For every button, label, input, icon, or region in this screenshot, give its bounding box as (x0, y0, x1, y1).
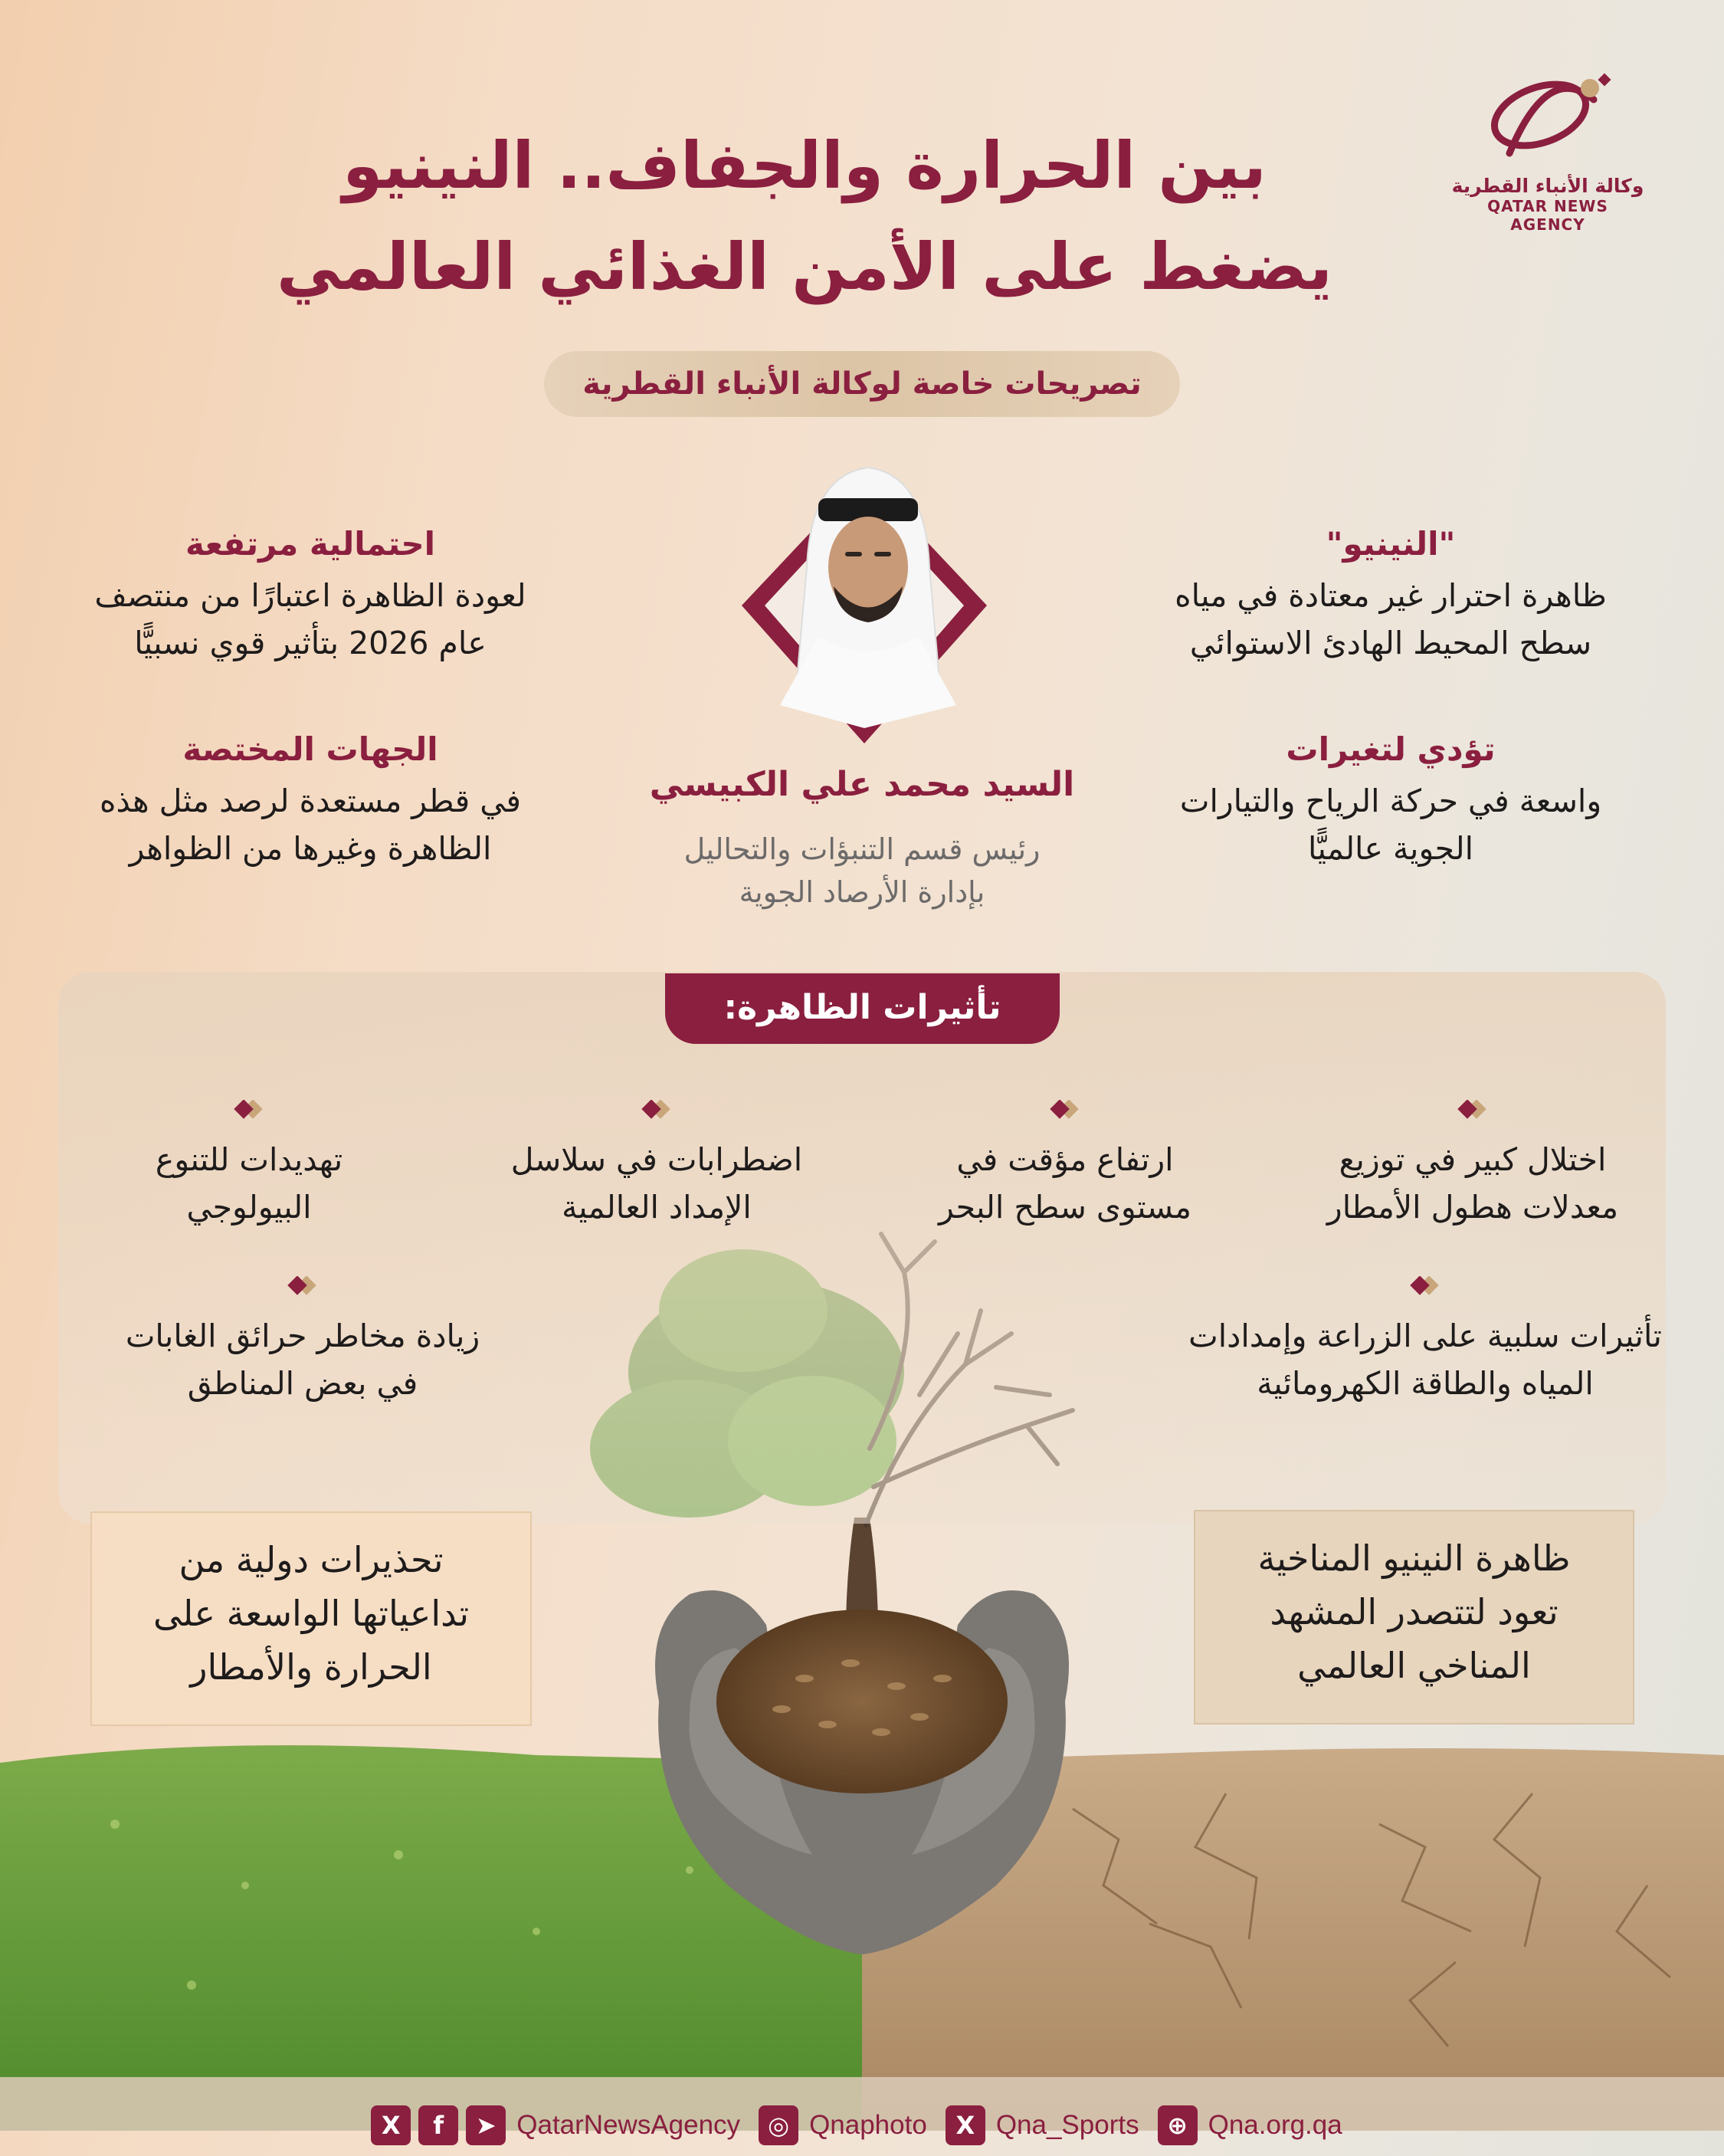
note-line: تعود لتتصدر المشهد (1270, 1591, 1558, 1633)
diamond-bullet-icon (281, 1276, 324, 1299)
effect-line: مستوى سطح البحر (938, 1189, 1192, 1226)
instagram-icon[interactable]: ◎ (759, 2105, 798, 2145)
info-heading: الجهات المختصة (182, 730, 438, 768)
note-line: تحذيرات دولية من (179, 1539, 444, 1580)
info-text (42, 777, 578, 872)
dribbble-icon[interactable]: ⊕ (1158, 2105, 1198, 2145)
info-line: الظاهرة وغيرها من الظواهر (129, 830, 492, 867)
title-line-2: يضغط على الأمن الغذائي العالمي (277, 229, 1332, 304)
qna-logo-icon (1479, 69, 1617, 169)
info-text (1123, 777, 1659, 872)
info-line: ظاهرة احترار غير معتادة في مياه (1175, 577, 1607, 614)
social-footer (0, 2100, 1724, 2151)
note-box-right (1194, 1510, 1634, 1724)
speaker-role-line: بإدارة الأرصاد الجوية (739, 875, 985, 909)
effect-line: معدلات هطول الأمطار (1326, 1189, 1619, 1226)
facebook-icon[interactable]: f (418, 2105, 458, 2145)
diamond-bullet-icon (228, 1100, 270, 1123)
diamond-bullet-icon (1044, 1100, 1087, 1123)
effect-item (50, 1088, 448, 1231)
info-block-probability (42, 521, 578, 667)
title-line-1: بين الحرارة والجفاف.. النينيو (343, 128, 1267, 203)
effect-line: تهديدات للتنوع (155, 1141, 343, 1178)
info-text (1123, 572, 1659, 667)
note-line: ظاهرة النينيو المناخية (1257, 1537, 1571, 1579)
info-heading: تؤدي لتغيرات (1286, 730, 1496, 768)
info-line: في قطر مستعدة لرصد مثل هذه (100, 783, 521, 819)
effect-item (77, 1265, 529, 1407)
speaker-portrait (734, 445, 995, 751)
speaker-role (598, 828, 1126, 914)
page-title (230, 115, 1379, 317)
diamond-bullet-icon (635, 1100, 678, 1123)
effects-panel (58, 972, 1666, 1524)
note-line: المناخي العالمي (1297, 1645, 1531, 1686)
effect-item (866, 1088, 1264, 1231)
info-line: واسعة في حركة الرياح والتيارات (1179, 783, 1602, 819)
note-box-left (90, 1511, 532, 1726)
effect-line: زيادة مخاطر حرائق الغابات (125, 1318, 480, 1354)
info-heading: "النينيو" (1326, 525, 1456, 563)
logo-name-ar: وكالة الأنباء القطرية (1451, 175, 1644, 197)
x-icon[interactable]: X (371, 2105, 411, 2145)
note-line: الحرارة والأمطار (190, 1646, 432, 1688)
logo-name-en: QATAR NEWS AGENCY (1487, 197, 1608, 234)
telegram-icon[interactable]: ➤ (466, 2105, 506, 2145)
effect-line: البيولوجي (186, 1189, 312, 1226)
note-line: تداعياتها الواسعة على (152, 1593, 470, 1634)
info-block-changes (1123, 727, 1659, 872)
speaker-name: السيد محمد علي الكبيسي (649, 765, 1075, 804)
effects-title: تأثيرات الظاهرة: (665, 973, 1060, 1044)
effect-line: الإمداد العالمية (562, 1189, 752, 1226)
effect-line: في بعض المناطق (187, 1365, 418, 1402)
effect-line: المياه والطاقة الكهرومائية (1257, 1365, 1594, 1402)
diamond-bullet-icon (1451, 1100, 1494, 1123)
diamond-bullet-icon (1404, 1276, 1447, 1299)
social-handle-qatarnewsagency[interactable]: QatarNewsAgency (516, 2110, 741, 2140)
speaker-role-line: رئيس قسم التنبؤات والتحاليل (683, 832, 1041, 866)
x-icon[interactable]: X (946, 2105, 985, 2145)
effect-line: تأثيرات سلبية على الزراعة وإمدادات (1188, 1318, 1662, 1354)
qna-logo[interactable] (1448, 69, 1647, 238)
effect-item (1165, 1265, 1686, 1407)
info-block-authorities (42, 727, 578, 872)
info-line: لعودة الظاهرة اعتبارًا من منتصف (94, 577, 526, 614)
info-line: سطح المحيط الهادئ الاستوائي (1189, 625, 1592, 661)
website-link[interactable]: Qna.org.qa (1208, 2110, 1342, 2140)
info-line: الجوية عالميًّا (1308, 830, 1473, 867)
subtitle-pill: تصريحات خاصة لوكالة الأنباء القطرية (544, 351, 1180, 417)
info-line: عام 2026 بتأثير قوي نسبيًّا (134, 625, 487, 661)
social-handle-qna-sports[interactable]: Qna_Sports (995, 2110, 1139, 2140)
effect-line: اضطرابات في سلاسل (510, 1141, 803, 1178)
info-block-el-nino (1123, 521, 1659, 667)
info-text (42, 572, 578, 667)
social-handle-qnaphoto[interactable]: Qnaphoto (809, 2110, 927, 2140)
effect-item (457, 1088, 856, 1231)
info-heading: احتمالية مرتفعة (185, 525, 436, 563)
effect-item (1273, 1088, 1672, 1231)
effect-line: اختلال كبير في توزيع (1339, 1141, 1607, 1178)
effect-line: ارتفاع مؤقت في (956, 1141, 1174, 1178)
